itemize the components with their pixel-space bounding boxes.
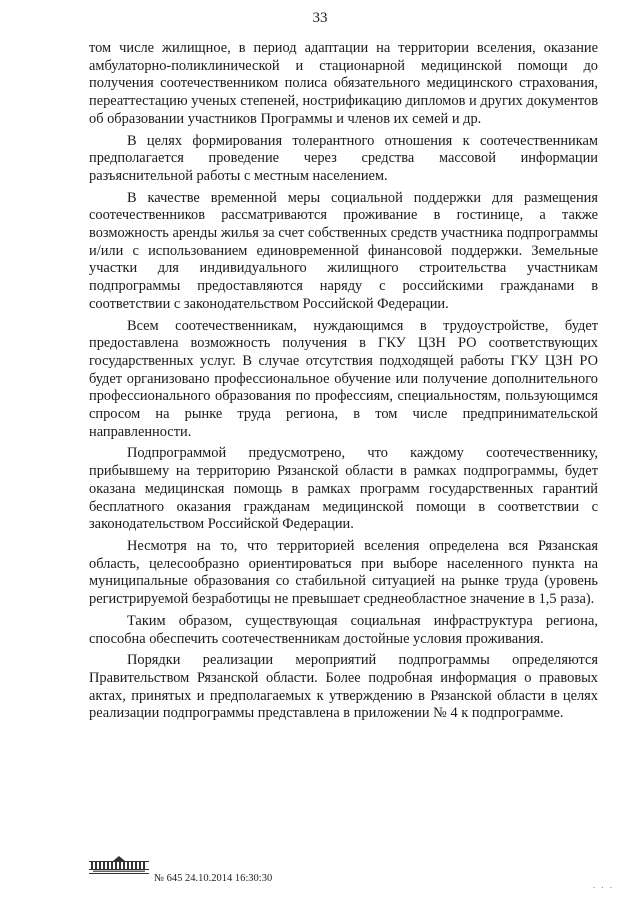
paragraph-8: Порядки реализации мероприятий подпрограммы определяются Правительством Рязанской области. Более подробная информация о правовых актах, принятых и предполагаемых к утверждению в Рязанской области в целях реализации подпрограммы представлена в приложении № 4 к подпрограмме. — [89, 652, 598, 722]
paragraph-1: том числе жилищное, в период адаптации на территории вселения, оказание амбулаторно-поликлинической и стационарной медицинской помощи до получения соотечественником полиса обязательного медицинского страхования, переаттестацию ученых степеней, нострификацию дипломов и других документов об образовании участников Программы и членов их семей и др. — [89, 40, 598, 127]
document-registration-stamp: № 645 24.10.2014 16:30:30 — [154, 873, 273, 884]
government-logo-icon — [89, 856, 149, 876]
paragraph-3: В качестве временной меры социальной поддержки для размещения соотечественников рассматриваются проживание в гостинице, а также возможность аренды жилья за счет собственных средств участника подпрограммы и/или с использованием единовременной финансовой поддержки. Земельные участки для индивидуального жилищного строительства участникам подпрограммы предоставляются наряду с российскими гражданами в соответствии с законодательством Российской Федерации. — [89, 189, 598, 312]
margin-dots: . . . — [592, 880, 614, 890]
document-body — [89, 40, 598, 723]
paragraph-7: Таким образом, существующая социальная инфраструктура региона, способна обеспечить соотечественникам достойные условия проживания. — [89, 612, 598, 647]
page-number: 33 — [312, 10, 328, 26]
paragraph-6: Несмотря на то, что территорией вселения определена вся Рязанская область, целесообразно ориентироваться при выборе населенного пункта на муниципальные образования со стабильной ситуацией на рынке труда (уровень регистрируемой безработицы не превышает среднеобластное значение в 1,5 раза). — [89, 537, 598, 608]
paragraph-2: В целях формирования толерантного отношения к соотечественникам предполагается проведение через средства массовой информации разъяснительной работы с местным населением. — [89, 132, 598, 184]
paragraph-5: Подпрограммой предусмотрено, что каждому соотечественнику, прибывшему на территорию Рязанской области в рамках подпрограммы, будет оказана медицинская помощь в рамках программ государственных гарантий бесплатного оказания гражданам медицинской помощи в соответствии с законодательством Российской Федерации. — [89, 445, 598, 533]
paragraph-4: Всем соотечественникам, нуждающимся в трудоустройстве, будет предоставлена возможность получения в ГКУ ЦЗН РО соответствующих государственных услуг. В случае отсутствия подходящей работы ГКУ ЦЗН РО будет организовано профессиональное обучение или получение дополнительного профессионального образования по профессиям, специальностям, пользующимся спросом на рынке труда региона, в том числе предпринимательской направленности. — [89, 317, 598, 440]
